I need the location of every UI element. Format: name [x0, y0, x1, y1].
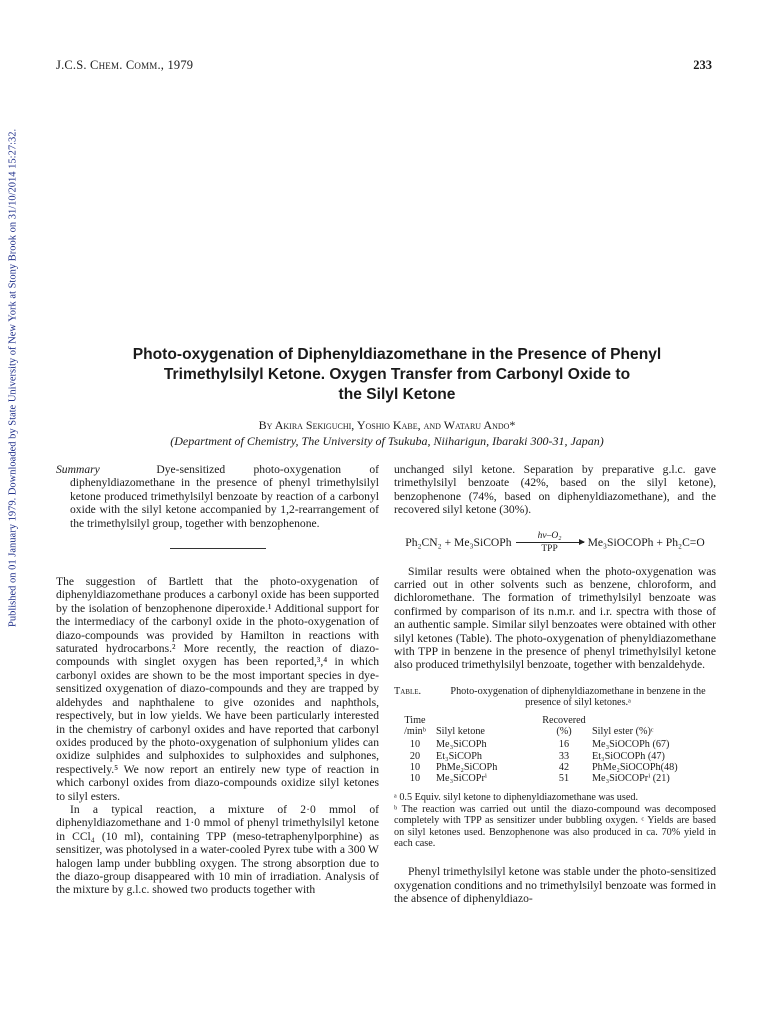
summary	[56, 463, 379, 530]
title-line-3: the Silyl Ketone	[338, 386, 456, 403]
table-header-cell: /minᵇ	[404, 726, 426, 738]
table-caption-text: Photo-oxygenation of diphenyldiazomethane in benzene in the presence of silyl ketones.ᵃ	[450, 685, 706, 709]
table-cell: Me₃SiOCOPh (67)	[592, 739, 670, 751]
table-footnotes	[394, 792, 716, 849]
right-column	[394, 463, 716, 906]
stability-paragraph: Phenyl trimethylsilyl ketone was stable under the photo-sensitized oxygenation conditions and no trimethylsilyl benzoate was formed in the absence of diphenyldiazo-	[394, 865, 716, 906]
table-cell: Me₃SiCOPrⁱ	[436, 773, 487, 785]
table-cell: 10	[409, 773, 421, 785]
author-list: By Akira Sekiguchi, Yoshio Kabe, and Wataru Ando*	[258, 418, 516, 432]
summary-text: Dye-sensitized photo-oxygenation of diphenyldiazomethane in the presence of phenyl trimethylsilyl ketone produced trimethylsilyl benzoate by reaction of a carbonyl oxide with the silyl ketone accompanied by 1,2-rearrangement of the trimethylsilyl group, together with benzophenone.	[70, 463, 379, 530]
table-label: Table.	[394, 685, 422, 697]
table-cell: Et₃SiOCOPh (47)	[592, 750, 665, 762]
table-cell: 20	[409, 750, 421, 762]
table-cell: Me₃SiCOPh	[436, 739, 487, 751]
table-header-cell: Time	[404, 715, 426, 727]
table-row	[394, 751, 716, 762]
solvent-paragraph: Similar results were obtained when the photo-oxygenation was carried out in other solvents such as benzene, chloroform, and dichloromethane. The formation of trimethylsilyl benzoate was confirmed by comparison of its n.m.r. and i.r. spectra with those of an authentic sample. Similar silyl benzoates were obtained with other silyl ketones (Table). The photo-oxygenation of phenyldiazomethane with TPP in benzene in the presence of phenyl trimethylsilyl ketone also produced trimethylsilyl benzoate, together with benzaldehyde.	[394, 564, 716, 672]
left-column	[56, 463, 379, 897]
table-cell: Et₃SiCOPh	[436, 750, 483, 762]
table-header-cell: Silyl ester (%)ᶜ	[592, 726, 654, 738]
table-cell: 51	[558, 773, 570, 785]
download-notice[interactable]	[4, 98, 22, 658]
table-cell: 33	[558, 750, 570, 762]
table-footnote-a: ᵃ 0.5 Equiv. silyl ketone to diphenyldiazomethane was used.	[394, 792, 639, 804]
table-caption	[394, 686, 716, 709]
results-table	[394, 715, 716, 784]
table-cell: PhMe₂SiOCOPh(48)	[592, 761, 678, 773]
section-divider	[170, 548, 266, 549]
table-cell: Me₃SiOCOPrⁱ (21)	[592, 773, 670, 785]
arrow-condition-top: hν–O₂	[537, 530, 562, 541]
scheme-reactants: Ph₂CN₂ + Me₃SiCOPh	[405, 535, 512, 549]
table-row	[394, 737, 716, 750]
table-cell: 16	[558, 739, 570, 751]
table-header-cell: Silyl ketone	[436, 726, 485, 738]
download-notice-text: Published on 01 January 1979. Downloaded by State University of New York at Stony Brook on 31/10/2014 15:27:32.	[7, 128, 19, 628]
table-header-cell: (%)	[556, 726, 572, 738]
table-row	[394, 762, 716, 773]
intro-paragraph: The suggestion of Bartlett that the photo-oxygenation of diphenyldiazomethane produces a carbonyl oxide has been supported by the isolation of benzophenone diperoxide.¹ Additional support for the intermediacy of the carbonyl oxide in the photo-oxygenation of diazo-compounds was provided by Hamilton in reactions with saturated hydrocarbons.² More recently, the reaction of diazo-compounds with singlet oxygen has been reported,³,⁴ in which carbonyl oxides are shown to be the most important species in dye-sensitized oxygenation of diazo-compounds and they are trapped by aldehydes and naphthalene to give ozonides and naphthols, respectively, but in low yields. We have been particularly interested in the chemistry of carbonyl oxides and have reported that carbonyl oxides produced by the photo-oxygenation of sulphonium ylides can oxidize sulphides and sulphoxides to sulphoxides and sulphones, respectively.⁵ We now report an entirely new type of reaction in which carbonyl oxides from diazo-compounds oxidize silyl ketones to silyl esters.	[56, 575, 379, 803]
page-number: 233	[693, 58, 712, 72]
procedure-paragraph: In a typical reaction, a mixture of 2·0 mmol of diphenyldiazomethane and 1·0 mmol of phenyl trimethylsilyl ketone in CCl₄ (10 ml), containing TPP (meso-tetraphenylporphine) as sensitizer, was photolysed in a water-cooled Pyrex tube with a 300 W halogen lamp under bubbling oxygen. The strong absorption due to the diazo-group disappeared with 10 min of irradiation. Analysis of the mixture by g.l.c. showed two products together with	[56, 802, 379, 897]
table-row	[394, 773, 716, 784]
title-line-1: Photo-oxygenation of Diphenyldiazomethane in the Presence of Phenyl	[132, 346, 662, 363]
title-line-2: Trimethylsilyl Ketone. Oxygen Transfer from Carbonyl Oxide to	[163, 366, 631, 383]
table-cell: PhMe₂SiCOPh	[436, 761, 498, 773]
article-title	[72, 345, 722, 405]
scheme-products: Me₃SiOCOPh + Ph₂C=O	[587, 535, 705, 549]
affiliation: (Department of Chemistry, The University of Tsukuba, Niiharigun, Ibaraki 300-31, Japan)	[170, 434, 604, 448]
reaction-arrow	[516, 531, 584, 555]
arrow-right-icon	[516, 542, 584, 543]
table-cell: 42	[558, 761, 570, 773]
summary-label: Summary	[56, 463, 100, 476]
table-cell: 10	[409, 739, 421, 751]
table-cell: 10	[409, 761, 421, 773]
results-paragraph: unchanged silyl ketone. Separation by preparative g.l.c. gave trimethylsilyl benzoate (42%, based on the silyl ketone), benzophenone (74%, based on diphenyldiazomethane), and the recovered silyl ketone (30%).	[394, 463, 716, 517]
table-header-cell: Recovered	[542, 715, 586, 727]
table-header-cell	[592, 715, 716, 726]
table-footnote-b: ᵇ The reaction was carried out until the diazo-compound was decomposed completely with TPP as sensitizer under bubbling oxygen. ᶜ Yields are based on silyl ketones used. Benzophenone was also produced in ca. 70% yield in each case.	[394, 803, 716, 849]
table-header-cell	[436, 715, 536, 726]
journal-header: J.C.S. Chem. Comm., 1979	[56, 58, 194, 72]
arrow-condition-bottom: TPP	[541, 543, 558, 554]
reaction-scheme	[394, 531, 716, 555]
